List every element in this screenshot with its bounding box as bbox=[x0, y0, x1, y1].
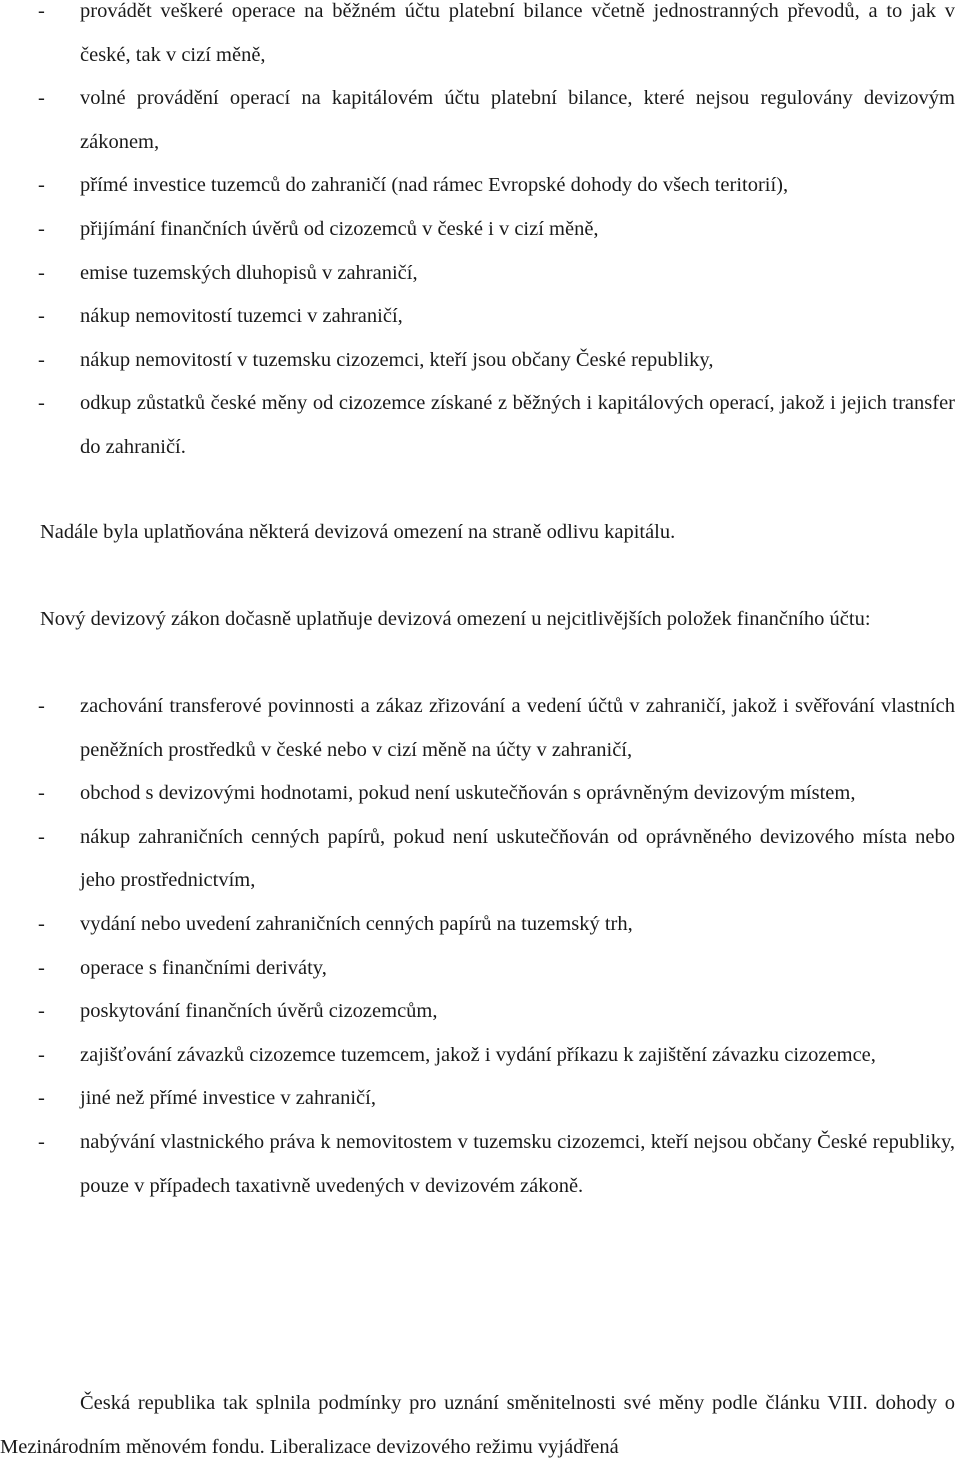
list-item: - provádět veškeré operace na běžném účtu platební bilance včetně jednostranných převodů, a to jak v české, tak v cizí měně, bbox=[0, 0, 960, 77]
list-item: - zachování transferové povinnosti a zákaz zřizování a vedení účtů v zahraničí, jakož i svěřování vlastních peněžních prostředků v české nebo v cizí měně na účty v zahraničí, bbox=[0, 685, 960, 772]
list-item: - obchod s devizovými hodnotami, pokud není uskutečňován s oprávněným devizovým místem, bbox=[0, 772, 960, 816]
list-item: - poskytování finančních úvěrů cizozemcům, bbox=[0, 990, 960, 1034]
bullet-dash: - bbox=[38, 392, 45, 415]
bullet-dash: - bbox=[38, 1087, 45, 1110]
bullet-dash: - bbox=[38, 1130, 45, 1153]
bullet-dash: - bbox=[38, 782, 45, 805]
bullet-dash: - bbox=[38, 305, 45, 328]
paragraph-outflow-restrictions: Nadále byla uplatňována některá devizová omezení na straně odlivu kapitálu. bbox=[40, 521, 676, 543]
bullet-dash: - bbox=[38, 1043, 45, 1066]
bullet-dash: - bbox=[38, 695, 45, 717]
paragraph-convertibility: Česká republika tak splnila podmínky pro uznání směnitelnosti své měny podle článku VIII. dohody o Mezinárodním měnovém fondu. Liberalizace devizového režimu vyjádřená bbox=[0, 1392, 955, 1458]
list-item: - přijímání finančních úvěrů od cizozemců v české i v cizí měně, bbox=[0, 208, 960, 252]
allowed-operations-list bbox=[0, 0, 960, 470]
list-item: - emise tuzemských dluhopisů v zahraničí, bbox=[0, 252, 960, 296]
bullet-dash: - bbox=[38, 825, 45, 848]
list-item: - přímé investice tuzemců do zahraničí (nad rámec Evropské dohody do všech teritorií), bbox=[0, 164, 960, 208]
list-item: - nákup nemovitostí tuzemci v zahraničí, bbox=[0, 295, 960, 339]
bullet-dash: - bbox=[38, 956, 45, 979]
bullet-dash: - bbox=[38, 0, 45, 22]
list-item: - operace s finančními deriváty, bbox=[0, 947, 960, 991]
bullet-dash: - bbox=[38, 1000, 45, 1023]
bullet-dash: - bbox=[38, 217, 45, 240]
bullet-dash: - bbox=[38, 912, 45, 935]
list-item: - nabývání vlastnického práva k nemovitostem v tuzemsku cizozemci, kteří nejsou občany České republiky, pouze v případech taxativně uvedených v devizovém zákoně. bbox=[0, 1121, 960, 1208]
restrictions-list bbox=[0, 685, 960, 1208]
list-item: - vydání nebo uvedení zahraničních cenných papírů na tuzemský trh, bbox=[0, 903, 960, 947]
list-item: - nákup zahraničních cenných papírů, pokud není uskutečňován od oprávněného devizového místa nebo jeho prostřednictvím, bbox=[0, 816, 960, 903]
bullet-dash: - bbox=[38, 87, 45, 110]
bullet-dash: - bbox=[38, 348, 45, 371]
bullet-dash: - bbox=[38, 261, 45, 284]
paragraph-new-act: Nový devizový zákon dočasně uplatňuje devizová omezení u nejcitlivějších položek finančního účtu: bbox=[40, 608, 871, 630]
list-item: - nákup nemovitostí v tuzemsku cizozemci, kteří jsou občany České republiky, bbox=[0, 339, 960, 383]
list-item: - zajišťování závazků cizozemce tuzemcem, jakož i vydání příkazu k zajištění závazku cizozemce, bbox=[0, 1034, 960, 1078]
list-item: - volné provádění operací na kapitálovém účtu platební bilance, které nejsou regulovány devizovým zákonem, bbox=[0, 77, 960, 164]
list-item: - odkup zůstatků české měny od cizozemce získané z běžných i kapitálových operací, jakož i jejich transfer do zahraničí. bbox=[0, 382, 960, 469]
bullet-dash: - bbox=[38, 174, 45, 197]
list-item: - jiné než přímé investice v zahraničí, bbox=[0, 1077, 960, 1121]
